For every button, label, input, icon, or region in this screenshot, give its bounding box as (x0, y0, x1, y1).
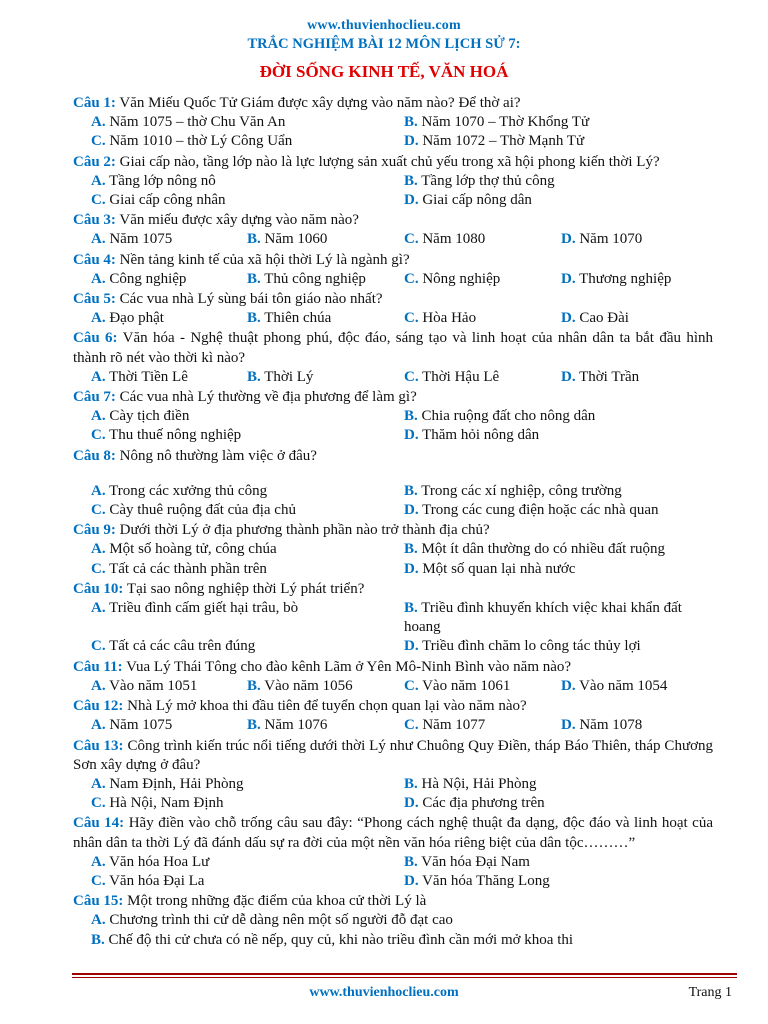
option-letter: D. (561, 368, 576, 385)
question-number: Câu 9: (73, 522, 116, 539)
question-9 (73, 521, 713, 579)
option-letter: D. (404, 795, 419, 812)
answer-options (73, 775, 713, 813)
option-letter: D. (561, 717, 576, 734)
answer-option-b[interactable] (404, 482, 713, 501)
option-letter: B. (404, 775, 418, 792)
option-text: Cày tịch điền (109, 408, 190, 425)
answer-options (73, 677, 713, 696)
page-subtitle: ĐỜI SỐNG KINH TẾ, VĂN HOÁ (259, 62, 509, 81)
question-text: Nhà Lý mở khoa thi đầu tiên để tuyển chọn quan lại vào năm nào? (127, 698, 527, 715)
option-letter: B. (404, 541, 418, 558)
option-text: Giai cấp nông dân (422, 192, 532, 209)
answer-options (73, 716, 713, 735)
question-1 (73, 94, 713, 152)
option-text: Cày thuê ruộng đất của địa chủ (109, 502, 296, 519)
option-text: Năm 1077 (422, 717, 486, 734)
question-text-line (73, 737, 713, 775)
question-6 (73, 329, 713, 387)
question-text: Dưới thời Lý ở địa phương thành phần nào trở thành địa chủ? (119, 522, 490, 539)
question-text-line (73, 251, 713, 270)
answer-option-a[interactable] (91, 716, 247, 735)
question-text: Văn miếu được xây dựng vào năm nào? (119, 212, 359, 229)
option-letter: C. (404, 310, 419, 327)
question-text: Một trong những đặc điểm của khoa cử thời Lý là (127, 893, 427, 910)
option-letter: D. (561, 270, 576, 287)
option-text: Năm 1075 (109, 231, 173, 248)
option-letter: D. (404, 502, 419, 519)
answer-option-c[interactable] (91, 794, 404, 813)
answer-option-b[interactable] (247, 368, 404, 387)
question-text: Văn hóa - Nghệ thuật phong phú, độc đáo, sáng tạo và linh hoạt của nhân dân ta bắt đầu hình thành rõ nét vào thời kì nào? (73, 330, 713, 366)
question-10 (73, 580, 713, 657)
question-number: Câu 4: (73, 251, 116, 268)
question-list (73, 94, 713, 951)
option-text: Trong các xí nghiệp, công trường (421, 482, 622, 499)
answer-option-c[interactable] (404, 309, 561, 328)
option-text: Một ít dân thường do có nhiều đất ruộng (421, 541, 666, 558)
answer-option-c[interactable] (404, 716, 561, 735)
answer-option-c[interactable] (91, 637, 404, 656)
option-letter: A. (91, 408, 106, 425)
option-text: Năm 1072 – Thờ Mạnh Tử (422, 133, 585, 150)
question-text: Các vua nhà Lý thường về địa phương để làm gì? (119, 389, 417, 406)
option-letter: B. (404, 482, 418, 499)
question-12 (73, 697, 713, 735)
question-15 (73, 892, 713, 950)
footer-site-link[interactable]: www.thuvienhoclieu.com (309, 985, 459, 1000)
answer-option-c[interactable] (91, 132, 404, 151)
question-text-line (73, 892, 713, 911)
question-text: Văn Miếu Quốc Tử Giám được xây dựng vào năm nào? Để thờ ai? (119, 95, 521, 111)
question-text: Các vua nhà Lý sùng bái tôn giáo nào nhất? (119, 291, 383, 308)
question-number: Câu 7: (73, 389, 116, 406)
option-text: Đạo phật (109, 310, 164, 327)
option-text: Năm 1080 (422, 231, 486, 248)
option-letter: B. (247, 717, 261, 734)
header-site-link[interactable]: www.thuvienhoclieu.com (307, 18, 461, 33)
question-2 (73, 153, 713, 211)
option-text: Năm 1078 (579, 717, 643, 734)
answer-option-d[interactable] (561, 368, 713, 387)
option-text: Thời Hậu Lê (422, 368, 500, 385)
option-text: Thủ công nghiệp (264, 270, 366, 287)
option-text: Triều đình chăm lo công tác thủy lợi (422, 638, 641, 655)
question-text-line (73, 580, 713, 599)
question-text: Giai cấp nào, tầng lớp nào là lực lượng sản xuất chủ yếu trong xã hội phong kiến thời Lý? (119, 153, 660, 170)
question-4 (73, 251, 713, 289)
option-letter: B. (247, 677, 261, 694)
question-number: Câu 6: (73, 330, 118, 347)
option-text: Hà Nội, Hải Phòng (421, 775, 537, 792)
question-14 (73, 814, 713, 891)
answer-option-b[interactable] (247, 716, 404, 735)
option-text: Các địa phương trên (422, 795, 545, 812)
option-text: Thời Lý (264, 368, 314, 385)
option-text: Tất cả các thành phần trên (109, 560, 267, 577)
answer-option-b[interactable] (404, 599, 713, 637)
answer-option-d[interactable] (404, 132, 713, 151)
option-text: Văn hóa Thăng Long (422, 872, 550, 889)
option-text: Tầng lớp thợ thủ công (421, 172, 555, 189)
option-letter: C. (404, 717, 419, 734)
answer-option-d[interactable] (404, 560, 713, 579)
question-text-line (73, 521, 713, 540)
answer-option-b[interactable] (247, 677, 404, 696)
answer-option-a[interactable] (91, 172, 404, 191)
option-text: Thương nghiệp (579, 270, 672, 287)
option-letter: C. (91, 872, 106, 889)
option-letter: B. (404, 853, 418, 870)
option-letter: C. (91, 560, 106, 577)
option-letter: A. (91, 677, 106, 694)
answer-option-c[interactable] (404, 368, 561, 387)
option-text: Vào năm 1054 (579, 677, 668, 694)
answer-option-a[interactable] (91, 482, 404, 501)
answer-option-c[interactable] (91, 191, 404, 210)
option-letter: D. (404, 872, 419, 889)
option-letter: B. (404, 408, 418, 425)
option-text: Năm 1060 (264, 231, 328, 248)
answer-option-a[interactable] (91, 599, 404, 637)
answer-option-b[interactable] (404, 172, 713, 191)
answer-option-a[interactable] (91, 775, 404, 794)
footer-divider (72, 973, 737, 975)
question-number: Câu 2: (73, 153, 116, 170)
question-text: Nông nô thường làm việc ở đâu? (119, 447, 317, 464)
answer-option-d[interactable] (561, 309, 713, 328)
question-text-line (73, 697, 713, 716)
option-letter: D. (561, 231, 576, 248)
option-letter: C. (91, 427, 106, 444)
option-text: Thu thuế nông nghiệp (109, 427, 242, 444)
question-text-line (73, 814, 713, 852)
answer-option-a[interactable] (91, 368, 247, 387)
answer-option-d[interactable] (561, 716, 713, 735)
option-text: Năm 1075 – thờ Chu Văn An (109, 114, 286, 131)
option-letter: D. (404, 638, 419, 655)
option-letter: A. (91, 172, 106, 189)
option-text: Hòa Hảo (422, 310, 477, 327)
answer-options (73, 230, 713, 249)
option-letter: D. (561, 677, 576, 694)
answer-option-a[interactable] (91, 270, 247, 289)
answer-options (73, 113, 713, 151)
option-text: Nam Định, Hải Phòng (109, 775, 244, 792)
option-letter: B. (247, 270, 261, 287)
option-text: Thiên chúa (264, 310, 332, 327)
option-letter: A. (91, 270, 106, 287)
answer-option-c[interactable] (91, 560, 404, 579)
option-letter: B. (404, 114, 418, 131)
question-text-line (73, 447, 713, 466)
option-text: Cao Đài (579, 310, 629, 327)
question-number: Câu 15: (73, 893, 124, 910)
question-text: Tại sao nông nghiệp thời Lý phát triển? (126, 580, 365, 597)
option-letter: D. (404, 560, 419, 577)
answer-option-b[interactable] (404, 113, 713, 132)
option-text: Thời Tiền Lê (109, 368, 188, 385)
answer-option-b[interactable] (404, 407, 713, 426)
answer-option-a[interactable] (91, 911, 713, 930)
option-letter: B. (91, 931, 105, 948)
option-text: Triều đình khuyến khích việc khai khẩn đất hoang (404, 600, 682, 636)
option-letter: A. (91, 775, 106, 792)
question-5 (73, 290, 713, 328)
question-text: Nền tảng kinh tế của xã hội thời Lý là ngành gì? (119, 251, 410, 268)
option-letter: A. (91, 541, 106, 558)
option-text: Văn hóa Hoa Lư (109, 853, 210, 870)
option-letter: A. (91, 114, 106, 131)
option-text: Năm 1070 – Thờ Khổng Tử (421, 114, 590, 131)
answer-option-d[interactable] (561, 677, 713, 696)
option-text: Chia ruộng đất cho nông dân (421, 408, 596, 425)
option-letter: D. (561, 310, 576, 327)
option-text: Văn hóa Đại La (109, 872, 205, 889)
option-text: Triều đình cấm giết hại trâu, bò (109, 600, 299, 617)
question-11 (73, 658, 713, 696)
option-letter: C. (91, 638, 106, 655)
question-text-line (73, 329, 713, 367)
option-text: Hà Nội, Nam Định (109, 795, 224, 812)
footer-divider-thin (72, 977, 737, 978)
answer-option-a[interactable] (91, 230, 247, 249)
option-text: Vào năm 1061 (422, 677, 511, 694)
answer-option-a[interactable] (91, 540, 404, 559)
answer-options (73, 482, 713, 520)
question-text-line (73, 94, 713, 113)
option-text: Trong các cung điện hoặc các nhà quan (422, 502, 659, 519)
question-text: Công trình kiến trúc nổi tiếng dưới thời Lý như Chuông Quy Điền, tháp Báo Thiên, tháp Chương Sơn xây dựng ở đâu? (73, 737, 714, 773)
option-text: Thời Trần (579, 368, 640, 385)
answer-option-d[interactable] (561, 270, 713, 289)
option-text: Vào năm 1051 (109, 677, 198, 694)
question-number: Câu 3: (73, 212, 116, 229)
option-text: Thăm hỏi nông dân (422, 427, 540, 444)
question-13 (73, 737, 713, 814)
option-letter: A. (91, 600, 106, 617)
option-letter: A. (91, 368, 106, 385)
option-letter: C. (91, 192, 106, 209)
answer-option-c[interactable] (91, 501, 404, 520)
answer-option-d[interactable] (404, 426, 713, 445)
option-text: Giai cấp công nhân (109, 192, 226, 209)
answer-option-d[interactable] (561, 230, 713, 249)
answer-option-b[interactable] (247, 230, 404, 249)
option-letter: D. (404, 133, 419, 150)
option-text: Trong các xưởng thủ công (109, 482, 268, 499)
question-number: Câu 14: (73, 815, 125, 832)
answer-options (73, 309, 713, 328)
answer-option-c[interactable] (404, 677, 561, 696)
page-number: Trang 1 (688, 985, 732, 1000)
answer-option-b[interactable] (247, 270, 404, 289)
option-letter: B. (404, 600, 418, 617)
option-text: Nông nghiệp (422, 270, 501, 287)
answer-blank-space (73, 466, 713, 482)
answer-option-a[interactable] (91, 853, 404, 872)
answer-option-a[interactable] (91, 309, 247, 328)
question-7 (73, 388, 713, 446)
answer-option-b[interactable] (91, 931, 713, 950)
question-number: Câu 13: (73, 737, 124, 754)
answer-option-a[interactable] (91, 113, 404, 132)
question-8 (73, 447, 713, 521)
answer-option-d[interactable] (404, 637, 713, 656)
option-letter: C. (91, 502, 106, 519)
page-title: TRẮC NGHIỆM BÀI 12 MÔN LỊCH SỬ 7: (247, 36, 521, 52)
option-letter: C. (404, 368, 419, 385)
answer-options (73, 911, 713, 949)
option-letter: A. (91, 310, 106, 327)
option-letter: B. (404, 172, 418, 189)
question-text-line (73, 211, 713, 230)
question-number: Câu 1: (73, 95, 116, 111)
option-letter: A. (91, 912, 106, 929)
question-number: Câu 11: (73, 658, 123, 675)
answer-options (73, 368, 713, 387)
answer-option-c[interactable] (91, 872, 404, 891)
option-letter: B. (247, 231, 261, 248)
option-letter: A. (91, 717, 106, 734)
answer-option-c[interactable] (404, 230, 561, 249)
question-number: Câu 8: (73, 447, 116, 464)
answer-options (73, 407, 713, 445)
answer-option-b[interactable] (247, 309, 404, 328)
answer-options (73, 853, 713, 891)
answer-option-a[interactable] (91, 677, 247, 696)
answer-option-b[interactable] (404, 775, 713, 794)
answer-options (73, 540, 713, 578)
answer-option-b[interactable] (404, 853, 713, 872)
option-letter: C. (91, 133, 106, 150)
question-text-line (73, 153, 713, 172)
option-text: Chương trình thi cử dễ dàng nên một số người đỗ đạt cao (109, 912, 453, 929)
option-text: Tầng lớp nông nô (109, 172, 216, 189)
answer-options (73, 270, 713, 289)
question-text: Vua Lý Thái Tông cho đào kênh Lãm ở Yên Mô-Ninh Bình vào năm nào? (126, 658, 572, 675)
option-letter: A. (91, 231, 106, 248)
option-letter: A. (91, 482, 106, 499)
question-text-line (73, 658, 713, 677)
question-number: Câu 5: (73, 291, 116, 308)
option-text: Một số quan lại nhà nước (422, 560, 576, 577)
question-number: Câu 10: (73, 580, 124, 597)
option-letter: D. (404, 192, 419, 209)
question-3 (73, 211, 713, 249)
option-text: Năm 1075 (109, 717, 173, 734)
option-letter: C. (404, 270, 419, 287)
option-letter: C. (404, 677, 419, 694)
answer-option-d[interactable] (404, 501, 713, 520)
answer-option-c[interactable] (91, 426, 404, 445)
option-letter: A. (91, 853, 106, 870)
option-letter: C. (91, 795, 106, 812)
option-text: Vào năm 1056 (264, 677, 353, 694)
answer-option-d[interactable] (404, 872, 713, 891)
option-text: Chế độ thi cử chưa có nề nếp, quy củ, khi nào triều đình cần mới mở khoa thi (108, 931, 574, 948)
answer-option-d[interactable] (404, 191, 713, 210)
option-text: Một số hoàng tử, công chúa (109, 541, 277, 558)
answer-option-c[interactable] (404, 270, 561, 289)
option-letter: B. (247, 368, 261, 385)
answer-option-a[interactable] (91, 407, 404, 426)
answer-options (73, 599, 713, 657)
option-letter: B. (247, 310, 261, 327)
option-text: Tất cả các câu trên đúng (109, 638, 256, 655)
option-text: Công nghiệp (109, 270, 187, 287)
option-text: Năm 1070 (579, 231, 643, 248)
question-text-line (73, 388, 713, 407)
answer-option-d[interactable] (404, 794, 713, 813)
answer-option-b[interactable] (404, 540, 713, 559)
question-text-line (73, 290, 713, 309)
question-text: Hãy điền vào chỗ trống câu sau đây: “Phong cách nghệ thuật đa dạng, độc đáo và linh hoạt của nhân dân ta thời Lý đã đánh dấu sự ra đời của một nền văn hóa riêng biệt của dân tộc………” (73, 815, 713, 851)
option-letter: D. (404, 427, 419, 444)
question-number: Câu 12: (73, 698, 124, 715)
answer-options (73, 172, 713, 210)
option-text: Văn hóa Đại Nam (421, 853, 530, 870)
option-text: Năm 1076 (264, 717, 328, 734)
option-text: Năm 1010 – thờ Lý Công Uẩn (109, 133, 293, 150)
option-letter: C. (404, 231, 419, 248)
